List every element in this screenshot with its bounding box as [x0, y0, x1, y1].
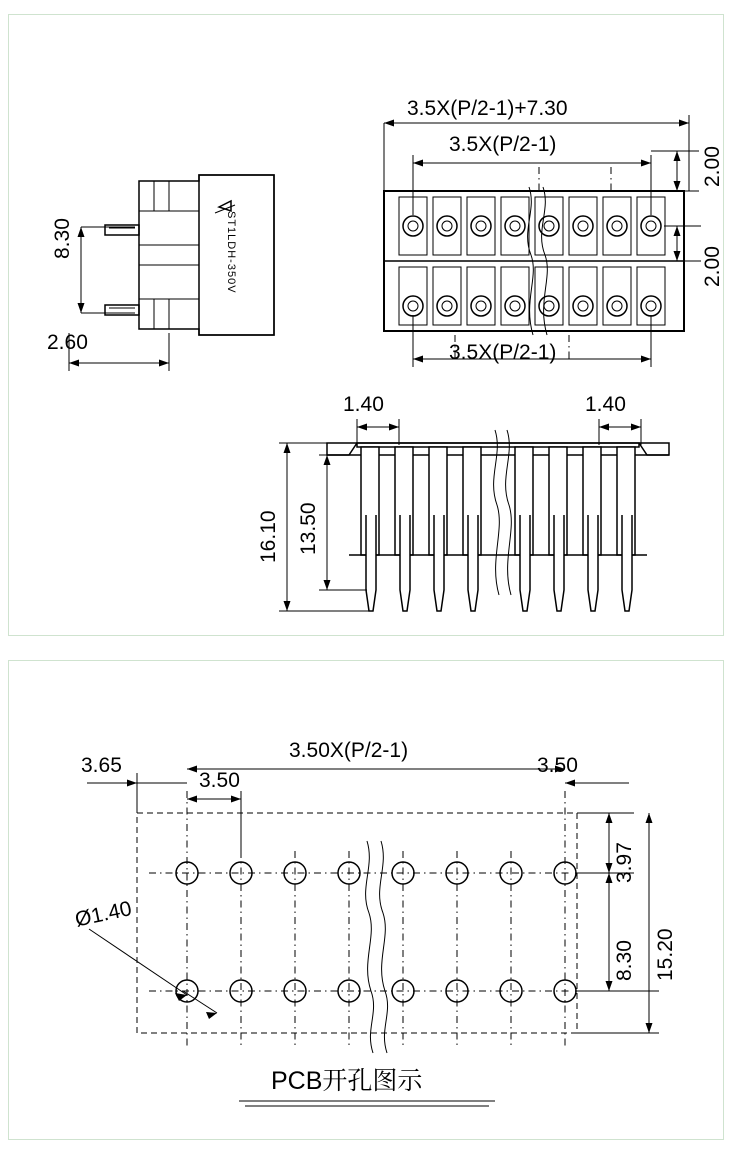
dim-row-offset: 3.97: [613, 842, 636, 883]
dim-gap-top: 2.00: [701, 146, 724, 187]
dim-pin-height: 8.30: [51, 218, 74, 259]
part-marking-label: ST1LDH-350V: [225, 211, 237, 294]
pcb-layout-panel: [8, 660, 724, 1140]
dim-overall-top: 3.5X(P/2-1)+7.30: [407, 97, 568, 120]
dim-gap-bottom: 2.00: [701, 246, 724, 287]
dim-edge-left: 1.40: [343, 393, 384, 416]
dim-pin-offset: 2.60: [47, 331, 88, 354]
dim-total-height: 16.10: [257, 510, 280, 563]
dim-span: 3.50X(P/2-1): [289, 739, 409, 762]
top-view-group: [384, 167, 684, 359]
dim-edge-right: 1.40: [585, 393, 626, 416]
dim-row-pitch-bottom: 3.5X(P/2-1): [449, 341, 557, 364]
dim-total-height-pcb: 15.20: [654, 928, 677, 981]
top-panel-graphics: [9, 15, 723, 635]
drawing-caption: PCB开孔图示: [271, 1067, 423, 1095]
dim-right-pitch: 3.50: [537, 754, 578, 777]
dim-row-spacing: 8.30: [613, 940, 636, 981]
dim-first-pitch: 3.50: [199, 769, 240, 792]
dim-row-pitch-top: 3.5X(P/2-1): [449, 133, 557, 156]
side-view-group: [105, 175, 274, 335]
front-view-group: [327, 430, 669, 611]
top-drawing-panel: [8, 14, 724, 636]
dim-hole-dia: Ø1.40: [73, 897, 134, 932]
dim-body-height: 13.50: [297, 502, 320, 555]
dim-left-margin: 3.65: [81, 754, 122, 777]
